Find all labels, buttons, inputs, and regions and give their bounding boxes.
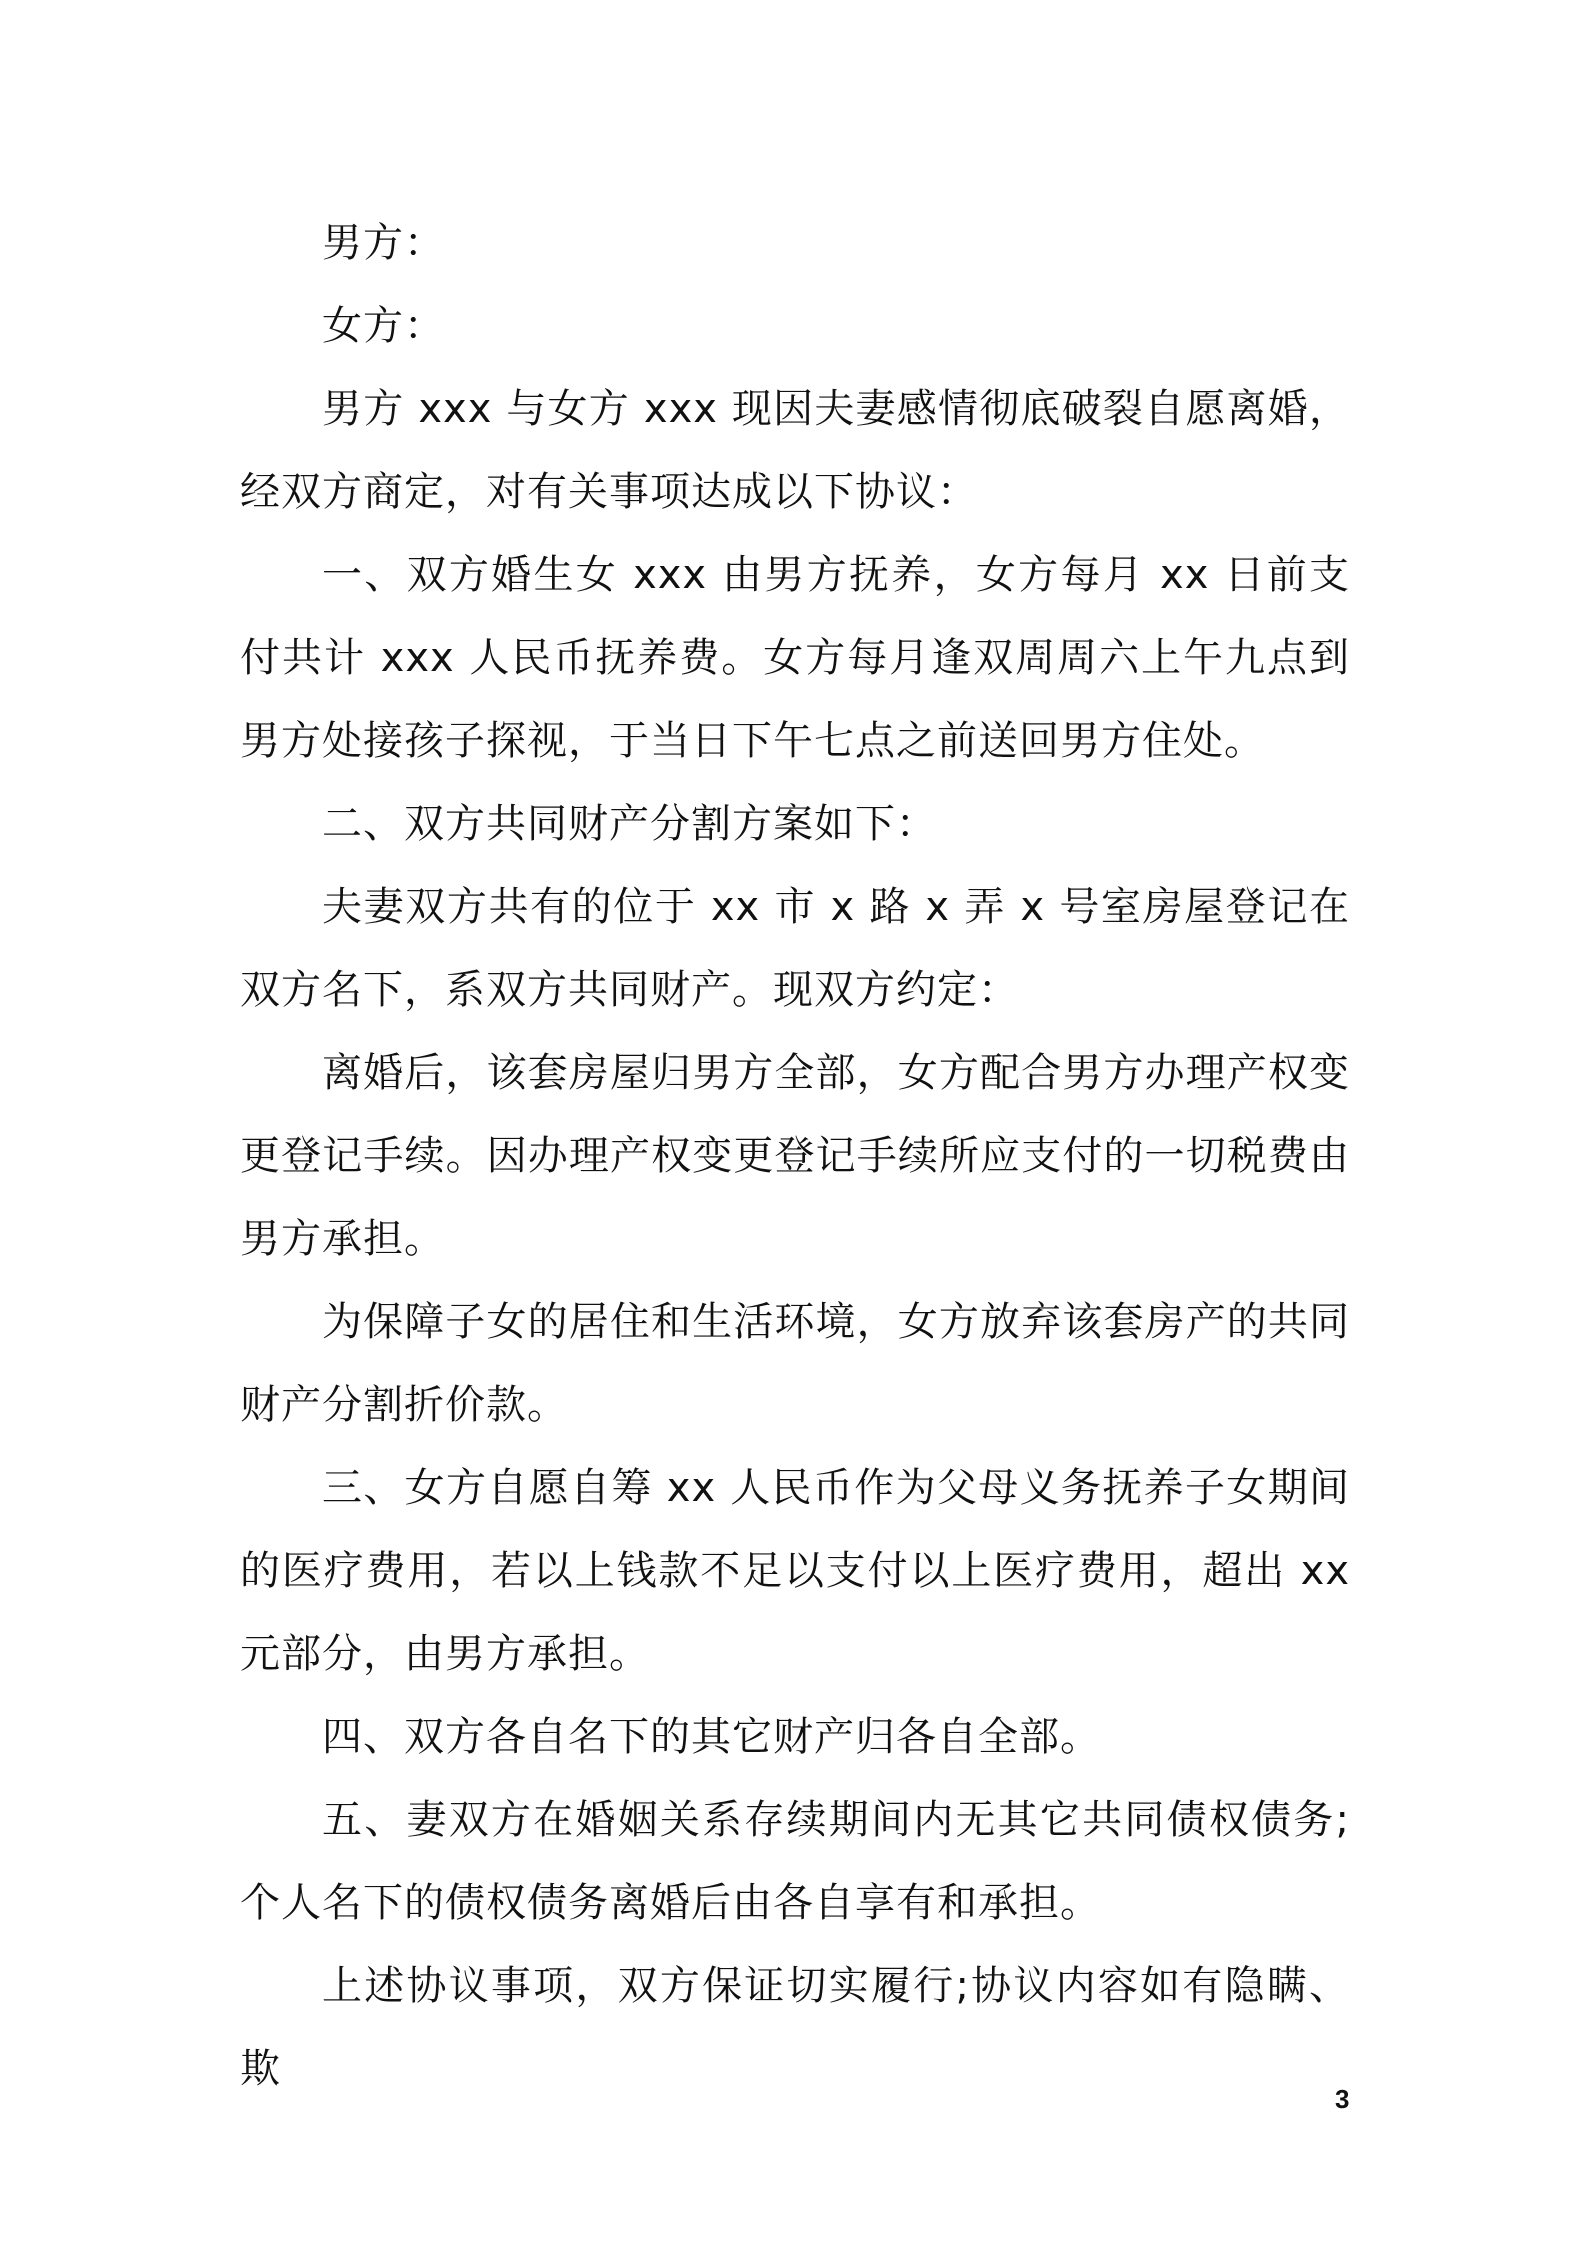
paragraph-intro: 男方 xxx 与女方 xxx 现因夫妻感情彻底破裂自愿离婚，经双方商定，对有关事项达成以下协议： [240, 386, 1350, 515]
paragraph-female-party: 女方： [322, 303, 445, 349]
paragraph-clause-1: 一、双方婚生女 xxx 由男方抚养，女方每月 xx 日前支付共计 xxx 人民币抚养费。女方每月逢双周周六上午九点到男方处接孩子探视，于当日下午七点之前送回男方住处。 [240, 552, 1350, 764]
paragraph-property-description: 夫妻双方共有的位于 xx 市 x 路 x 弄 x 号室房屋登记在双方名下，系双方共同财产。现双方约定： [240, 884, 1350, 1013]
paragraph-closing: 上述协议事项，双方保证切实履行;协议内容如有隐瞒、欺 [240, 1963, 1350, 2092]
paragraph-property-waiver: 为保障子女的居住和生活环境，女方放弃该套房产的共同财产分割折价款。 [240, 1299, 1350, 1428]
paragraph-clause-4: 四、双方各自名下的其它财产归各自全部。 [322, 1714, 1101, 1760]
paragraph-clause-3: 三、女方自愿自筹 xx 人民币作为父母义务抚养子女期间的医疗费用，若以上钱款不足以支付以上医疗费用，超出 xx 元部分，由男方承担。 [240, 1465, 1350, 1677]
document-body [240, 202, 1350, 2111]
paragraph-clause-2-heading: 二、双方共同财产分割方案如下： [322, 801, 937, 847]
paragraph-property-after-divorce: 离婚后，该套房屋归男方全部，女方配合男方办理产权变更登记手续。因办理产权变更登记手续所应支付的一切税费由男方承担。 [240, 1050, 1350, 1262]
page-number: 3 [1335, 2084, 1350, 2114]
paragraph-clause-5: 五、妻双方在婚姻关系存续期间内无其它共同债权债务;个人名下的债权债务离婚后由各自享有和承担。 [240, 1797, 1350, 1926]
paragraph-male-party: 男方： [322, 220, 445, 266]
